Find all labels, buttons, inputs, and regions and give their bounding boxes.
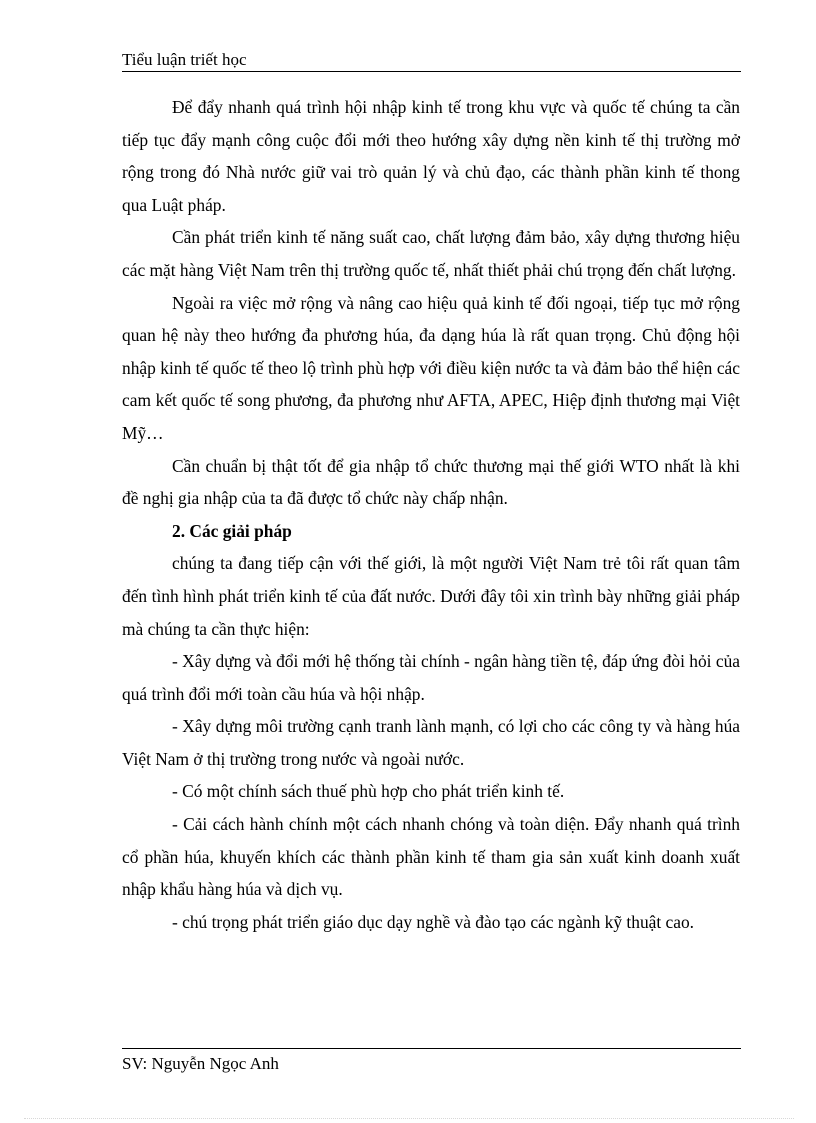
list-item: - Xây dựng môi trường cạnh tranh lành mạnh, có lợi cho các công ty và hàng húa Việt Nam ở thị trường trong nước và ngoài nước. (122, 716, 740, 769)
list-item: - Cải cách hành chính một cách nhanh chóng và toàn diện. Đẩy nhanh quá trình cổ phần húa, khuyến khích các thành phần kinh tế tham gia sản xuất kinh doanh xuất nhập khẩu hàng húa và dịch vụ. (122, 814, 740, 900)
list-item: - Có một chính sách thuế phù hợp cho phát triển kinh tế. (172, 781, 565, 802)
header-divider (122, 71, 741, 72)
page-footer-author: SV: Nguyễn Ngọc Anh (122, 1054, 279, 1073)
page-header-title: Tiểu luận triết học (122, 50, 247, 69)
paragraph: chúng ta đang tiếp cận với thế giới, là một người Việt Nam trẻ tôi rất quan tâm đến tình hình phát triển kinh tế của đất nước. Dưới đây tôi xin trình bày những giải pháp mà chúng ta cần thực hiện: (122, 553, 740, 639)
page-bottom-edge (24, 1118, 794, 1119)
paragraph: Ngoài ra việc mở rộng và nâng cao hiệu quả kinh tế đối ngoại, tiếp tục mở rộng quan hệ này theo hướng đa phương húa, đa dạng húa là rất quan trọng. Chủ động hội nhập kinh tế quốc tế theo lộ trình phù hợp với điều kiện nước ta và đảm bảo thể hiện các cam kết quốc tế song phương, đa phương như AFTA, APEC, Hiệp định thương mại Việt Mỹ… (122, 292, 740, 443)
footer-divider (122, 1048, 741, 1049)
paragraph: Cần phát triển kinh tế năng suất cao, chất lượng đảm bảo, xây dựng thương hiệu các mặt hàng Việt Nam trên thị trường quốc tế, nhất thiết phải chú trọng đến chất lượng. (122, 227, 740, 280)
section-heading: 2. Các giải pháp (172, 520, 292, 541)
document-body (122, 91, 740, 938)
list-item: - chú trọng phát triển giáo dục dạy nghề và đào tạo các ngành kỹ thuật cao. (172, 911, 695, 932)
paragraph: Cần chuẩn bị thật tốt để gia nhập tổ chức thương mại thế giới WTO nhất là khi đề nghị gia nhập của ta đã được tổ chức này chấp nhận. (122, 455, 740, 509)
list-item: - Xây dựng và đổi mới hệ thống tài chính - ngân hàng tiền tệ, đáp ứng đòi hỏi của quá trình đổi mới toàn cầu húa và hội nhập. (122, 651, 740, 704)
paragraph: Để đẩy nhanh quá trình hội nhập kinh tế trong khu vực và quốc tế chúng ta cần tiếp tục đẩy mạnh công cuộc đổi mới theo hướng xây dựng nền kinh tế thị trường mở rộng trong đó Nhà nước giữ vai trò quản lý và chủ đạo, các thành phần kinh tế thong qua Luật pháp. (122, 97, 740, 215)
